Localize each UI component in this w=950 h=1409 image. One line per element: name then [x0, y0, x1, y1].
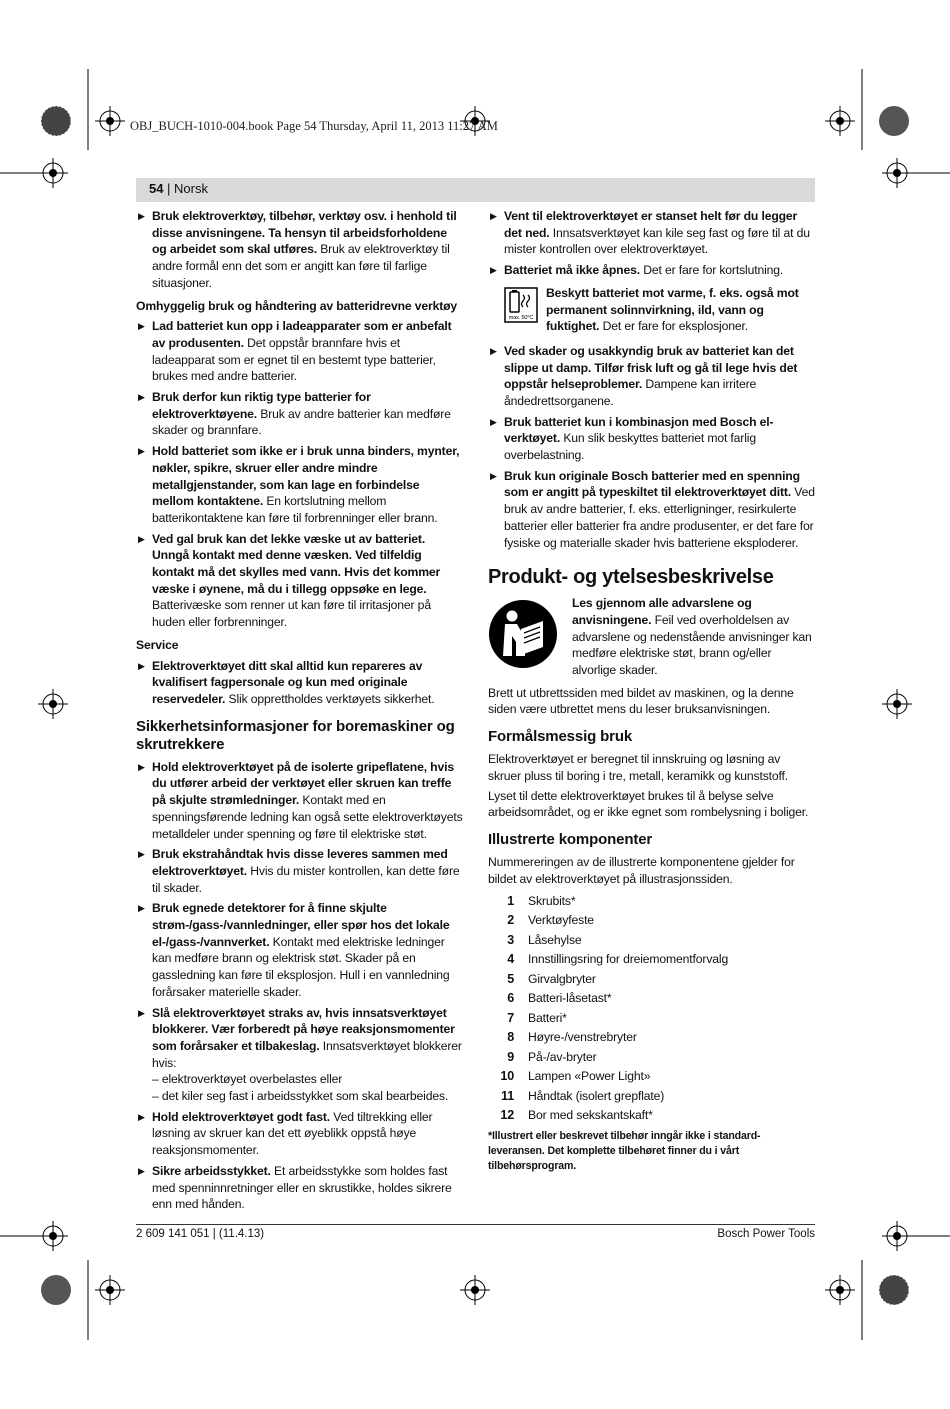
component-label: Høyre-/venstrebryter: [528, 1030, 637, 1045]
component-list: [488, 891, 815, 1125]
dash-item: – elektroverktøyet overbelastes eller: [152, 1072, 343, 1087]
section-heading: Illustrerte komponenter: [488, 830, 653, 848]
component-item: [488, 1106, 815, 1126]
list-item: ▶ Bruk ekstrahåndtak hvis disse leveres sammen med elektroverktøyet. Hvis du mister kontrollen, kan dette føre til skader.: [136, 846, 463, 896]
list-item: ▶ Bruk derfor kun riktig type batterier for elektroverktøyene. Bruk av andre batterier kan medføre skader og brannfare.: [136, 389, 463, 439]
component-number: 6: [507, 991, 514, 1006]
component-label: Skrubits*: [528, 893, 576, 908]
print-slug: OBJ_BUCH-1010-004.book Page 54 Thursday, April 11, 2013 11:27 AM: [130, 119, 498, 133]
component-number: 5: [507, 971, 514, 986]
component-number: 11: [501, 1088, 514, 1103]
footnote: *Illustrert eller beskrevet tilbehør inngår ikke i standard-leveransen. Det komplette tilbehøret finner du i vårt tilbehørsprogram.: [488, 1130, 761, 1173]
component-item: [488, 891, 815, 911]
list-item: ▶ Bruk kun originale Bosch batterier med en spenning som er angitt på typeskiltet til elektroverktøyet ditt. Ved bruk av andre batterier, f. eks. etterligninger, resirkulerte batterier eller batterier fra andre produsenter, er det fare for fysiske og materialle skader hvis batteriene eksploderer.: [488, 468, 815, 552]
component-item: [488, 1008, 815, 1028]
paragraph: Lyset til dette elektroverktøyet brukes til å belyse selve arbeidsområdet, og er ikke egnet som rombelysning i boliger.: [488, 788, 809, 820]
left-column: [136, 208, 463, 1217]
component-item: [488, 969, 815, 989]
battery-heat-icon: [504, 287, 538, 323]
paragraph: Elektroverktøyet er beregnet til innskruing og løsning av skruer pluss til boring i tre, metall, keramikk og kunststoff.: [488, 752, 789, 783]
read-manual-notice: Les gjennom alle advarslene og anvisningene. Feil ved overholdelsen av advarslene og nedenstående anvisninger kan medføre elektriske støt, brann og/eller alvorlige skader.: [488, 595, 815, 679]
list-item: ▶ Ved gal bruk kan det lekke væske ut av batteriet. Unngå kontakt med denne væsken. Ved tilfeldig kontakt må det skylles med vann. Hvis det kommer væske i øynene, må du i tillegg oppsøke en lege. Batterivæske som renner ut kan føre til irritasjoner på huden eller forbrenninger.: [136, 531, 463, 631]
subheading: Service: [136, 637, 179, 652]
list-item: ▶ Batteriet må ikke åpnes. Det er fare for kortslutning.: [488, 262, 815, 279]
component-label: Låsehylse: [528, 932, 582, 947]
component-number: 12: [500, 1108, 514, 1123]
component-number: 4: [507, 952, 514, 967]
read-manual-icon: [488, 599, 558, 669]
list-item: ▶ Ved skader og usakkyndig bruk av batteriet kan det slippe ut damp. Tilfør frisk luft og gå til lege hvis det oppstår helseproblemer. Dampene kan irritere åndedrettsorganene.: [488, 343, 815, 410]
component-number: 8: [507, 1030, 514, 1045]
footer-brand: Bosch Power Tools: [717, 1228, 815, 1240]
component-label: Girvalgbryter: [528, 971, 596, 986]
component-number: 1: [507, 893, 514, 908]
right-column: [488, 208, 815, 1174]
component-label: På-/av-bryter: [528, 1049, 597, 1064]
component-item: [488, 911, 815, 931]
section-heading: Sikkerhetsinformasjoner for boremaskiner og skrutrekkere: [136, 717, 455, 753]
list-item: ▶ Lad batteriet kun opp i ladeapparater som er anbefalt av produsenten. Det oppstår brannfare hvis et ladeapparat som er egnet til en bestemt type batterier, brukes med andre batterier.: [136, 318, 463, 385]
list-item: ▶ Vent til elektroverktøyet er stanset helt før du legger det ned. Innsatsverktøyet kan kile seg fast og føre til at du mister kontrollen over elektroverktøyet.: [488, 208, 815, 258]
list-item: ▶ Elektroverktøyet ditt skal alltid kun repareres av kvalifisert fagpersonale og kun med originale reservedeler. Slik opprettholdes verktøyets sikkerhet.: [136, 658, 463, 708]
language-label: | Norsk: [167, 181, 208, 196]
list-item: ▶ Bruk elektroverktøy, tilbehør, verktøy osv. i henhold til disse anvisningene. Ta hensyn til arbeidsforholdene og arbeidet som skal utføres. Bruk av elektroverktøy til andre formål enn det som er angitt kan føre til farlige situasjoner.: [136, 208, 463, 292]
list-item: ▶ Sikre arbeidsstykket. Et arbeidsstykke som holdes fast med spenninnretninger eller en skrustikke, holdes sikrere enn med hånden.: [136, 1163, 463, 1213]
list-item: ▶ Bruk egnede detektorer for å finne skjulte strøm-/gass-/vannledninger, eller spør hos det lokale el-/gass-/vannverket. Kontakt med elektriske ledninger kan medføre brann og elektrisk støt. Skader på en gassledning kan føre til eksplosjon. Hull i en vannledning forårsaker materielle skader.: [136, 900, 463, 1000]
section-name: Norsk: [174, 181, 208, 196]
component-number: 3: [507, 932, 514, 947]
component-item: [488, 1086, 815, 1106]
list-item: ▶ Hold elektroverktøyet godt fast. Ved tiltrekking eller løsning av skruer kan det ett øyeblikk oppstå høye reaksjonsmomenter.: [136, 1109, 463, 1159]
component-number: 9: [507, 1049, 514, 1064]
list-item: ▶ Hold elektroverktøyet på de isolerte gripeflatene, hvis du utfører arbeid der verktøyet eller skruen kan treffe på skjulte strømledninger. Kontakt med en spenningsførende ledning kan også sette elektroverktøyets metalldeler under spenning og føre til elektriske støt.: [136, 759, 463, 843]
page-header: [136, 178, 815, 202]
component-item: [488, 1028, 815, 1048]
list-item: ▶ Slå elektroverktøyet straks av, hvis innsatsverktøyet blokkerer. Vær forberedt på høye reaksjonsmomenter som forårsaker et tilbakeslag. Innsatsverktøyet blokkerer hvis:: [136, 1005, 463, 1072]
component-item: [488, 1067, 815, 1087]
section-heading: Produkt- og ytelsesbeskrivelse: [488, 566, 774, 589]
component-label: Bor med sekskantskaft*: [528, 1108, 653, 1123]
list-item: ▶ Hold batteriet som ikke er i bruk unna binders, mynter, nøkler, spikre, skruer eller andre mindre metallgjenstander, som kan lage en forbindelse mellom kontaktene. En kortslutning mellom batterikontaktene kan føre til forbrenninger eller brann.: [136, 443, 463, 527]
component-item: [488, 1047, 815, 1067]
page-number: 54: [149, 181, 164, 196]
component-label: Lampen «Power Light»: [528, 1069, 651, 1084]
component-number: 10: [500, 1069, 514, 1084]
component-number: 2: [507, 913, 514, 928]
component-label: Batteri*: [528, 1010, 567, 1025]
paragraph: Brett ut utbrettssiden med bildet av maskinen, og la denne siden være utbrettet mens du leser bruksanvisningen.: [488, 685, 794, 717]
icon-label: max. 50°C: [508, 314, 534, 321]
component-item: [488, 930, 815, 950]
component-label: Verktøyfeste: [528, 913, 594, 928]
component-item: [488, 989, 815, 1009]
component-label: Batteri-låsetast*: [528, 991, 612, 1006]
footer-doc-number: 2 609 141 051 | (11.4.13): [136, 1228, 265, 1240]
footer-rule: [136, 1224, 815, 1225]
dash-item: – det kiler seg fast i arbeidsstykket som skal bearbeides.: [152, 1089, 449, 1104]
component-item: [488, 950, 815, 970]
battery-heat-warning: max. 50°C Beskytt batteriet mot varme, f. eks. også mot permanent solinnvirkning, ild, vann og fuktighet. Det er fare for eksplosjoner.: [488, 285, 815, 337]
component-label: Håndtak (isolert grepflate): [528, 1088, 665, 1103]
component-label: Innstillingsring for dreiemomentforvalg: [528, 952, 729, 967]
paragraph: Nummereringen av de illustrerte komponentene gjelder for bildet av elektroverktøyet på illustrasjonssiden.: [488, 854, 795, 886]
subheading: Omhyggelig bruk og håndtering av batteridrevne verktøy: [136, 298, 458, 313]
component-number: 7: [507, 1010, 514, 1025]
section-heading: Formålsmessig bruk: [488, 728, 633, 746]
list-item: ▶ Bruk batteriet kun i kombinasjon med Bosch el-verktøyet. Kun slik beskyttes batteriet mot farlig overbelastning.: [488, 414, 815, 464]
